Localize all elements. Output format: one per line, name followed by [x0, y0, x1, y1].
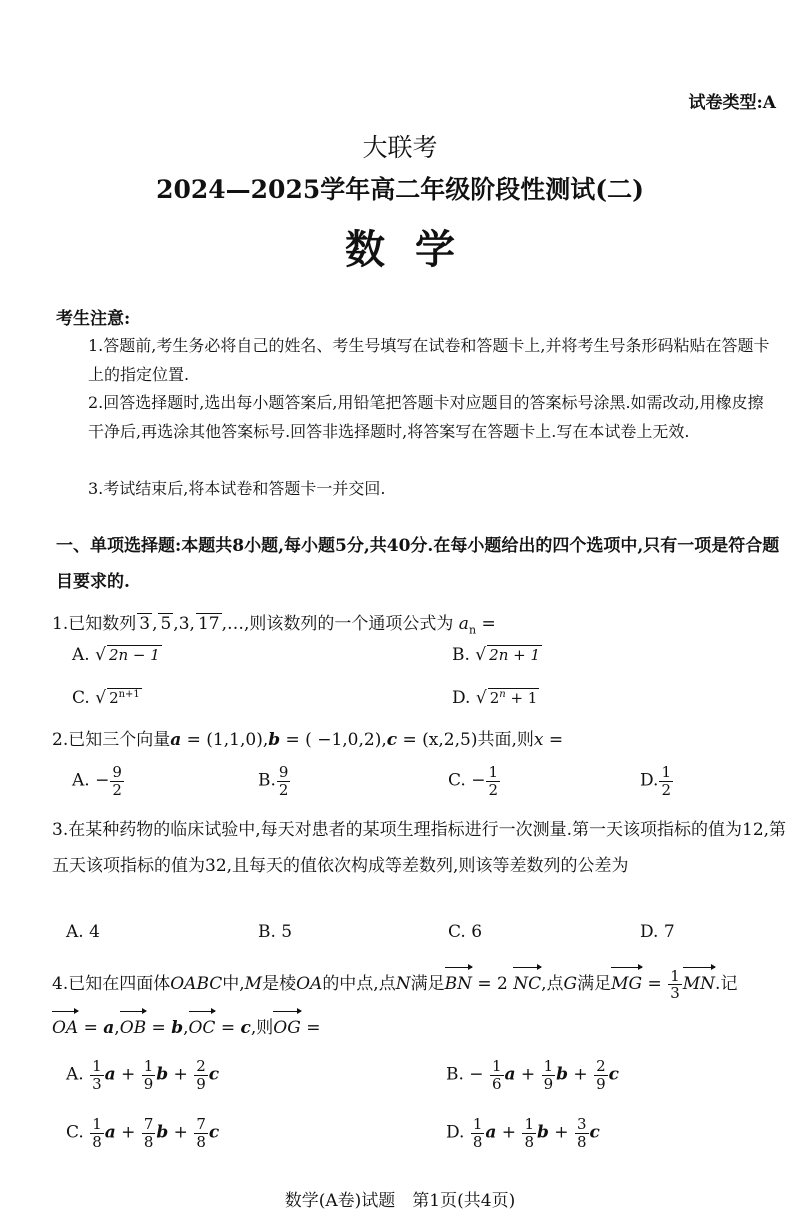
q3-option-a: A. 4 [66, 922, 100, 942]
q2-option-a: A. − $\frac{9}{2}$ [72, 763, 122, 799]
q4-option-d: D. $\frac{1}{8}$ a + $\frac{1}{8}$ b + $\frac{3}{8}$ c [446, 1115, 600, 1151]
notice-item-1: 1.答题前,考生务必将自己的姓名、考生号填写在试卷和答题卡上,并将考生号条形码粘贴在答题卡上的指定位置. [88, 336, 770, 384]
question-3-stem: 3.在某种药物的临床试验中,每天对患者的某项生理指标进行一次测量.第一天该项指标的值为12,第五天该项指标的值为32,且每天的值依次构成等差数列,则该等差数列的公差为 [52, 820, 787, 876]
sqrt-term-2: 5 [160, 614, 172, 634]
notice-item-3: 3.考试结束后,将本试卷和答题卡一并交回. [88, 479, 386, 498]
question-1-stem: 1.已知数列 3 , 5 ,3, 17 ,…,则该数列的一个通项公式为 $a_n$ = [52, 614, 496, 637]
q1-option-a: A. √ 2n − 1 [72, 645, 160, 665]
page-footer: 数学(A卷)试题 第1页(共4页) [284, 1191, 516, 1211]
question-2-stem: 2.已知三个向量a = (1,1,0),b = ( −1,0,2),c = (x,2,5)共面,则x = [52, 730, 564, 750]
q4-option-a: A. $\frac{1}{3}$ a + $\frac{1}{9}$ b + $\frac{2}{9}$ c [66, 1057, 220, 1093]
q3-option-d: D. 7 [640, 922, 675, 942]
q2-option-b: B. $\frac{9}{2}$ [258, 763, 289, 799]
q1-option-c: C. √ $2^{n+1}$ [72, 688, 140, 708]
notice-title: 考生注意: [56, 309, 131, 329]
q1-option-d: D. √ $2^n + 1$ [452, 688, 538, 708]
q4-option-c: C. $\frac{1}{8}$ a + $\frac{7}{8}$ b + $\frac{7}{8}$ c [66, 1115, 220, 1151]
exam-subtitle: 2024—2025学年高二年级阶段性测试(二) [156, 175, 644, 204]
q3-option-c: C. 6 [448, 922, 483, 942]
notice-item-2: 2.回答选择题时,选出每小题答案后,用铅笔把答题卡对应题目的答案标号涂黑.如需改动,用橡皮擦干净后,再选涂其他答案标号.回答非选择题时,将答案写在答题卡上.写在本试卷上无效. [88, 393, 764, 441]
q1-option-b: B. √ 2n + 1 [452, 645, 541, 665]
q2-option-d: D. $\frac{1}{2}$ [640, 763, 671, 799]
q4-option-b: B. − $\frac{1}{6}$ a + $\frac{1}{9}$ b + $\frac{2}{9}$ c [446, 1057, 619, 1093]
question-4-stem-line1: 4.已知在四面体OABC中,M是棱OA的中点,点N满足BN = 2 NC,点G满足MG = $\frac{1}{3}$ MN.记 [52, 966, 738, 1002]
subject-title: 数学 [345, 226, 485, 273]
q3-option-b: B. 5 [258, 922, 293, 942]
question-4-stem-line2: OA = a,OB = b,OC = c,则OG = [52, 1010, 787, 1046]
sqrt-term-3: 17 [197, 614, 220, 634]
paper-type-label: 试卷类型:A [688, 93, 776, 113]
sqrt-term-1: 3 [139, 614, 151, 634]
q2-option-c: C. − $\frac{1}{2}$ [448, 763, 498, 799]
exam-title: 大联考 [362, 133, 438, 162]
section-heading: 一、单项选择题:本题共8小题,每小题5分,共40分.在每小题给出的四个选项中,只有一项是符合题目要求的. [56, 536, 780, 592]
